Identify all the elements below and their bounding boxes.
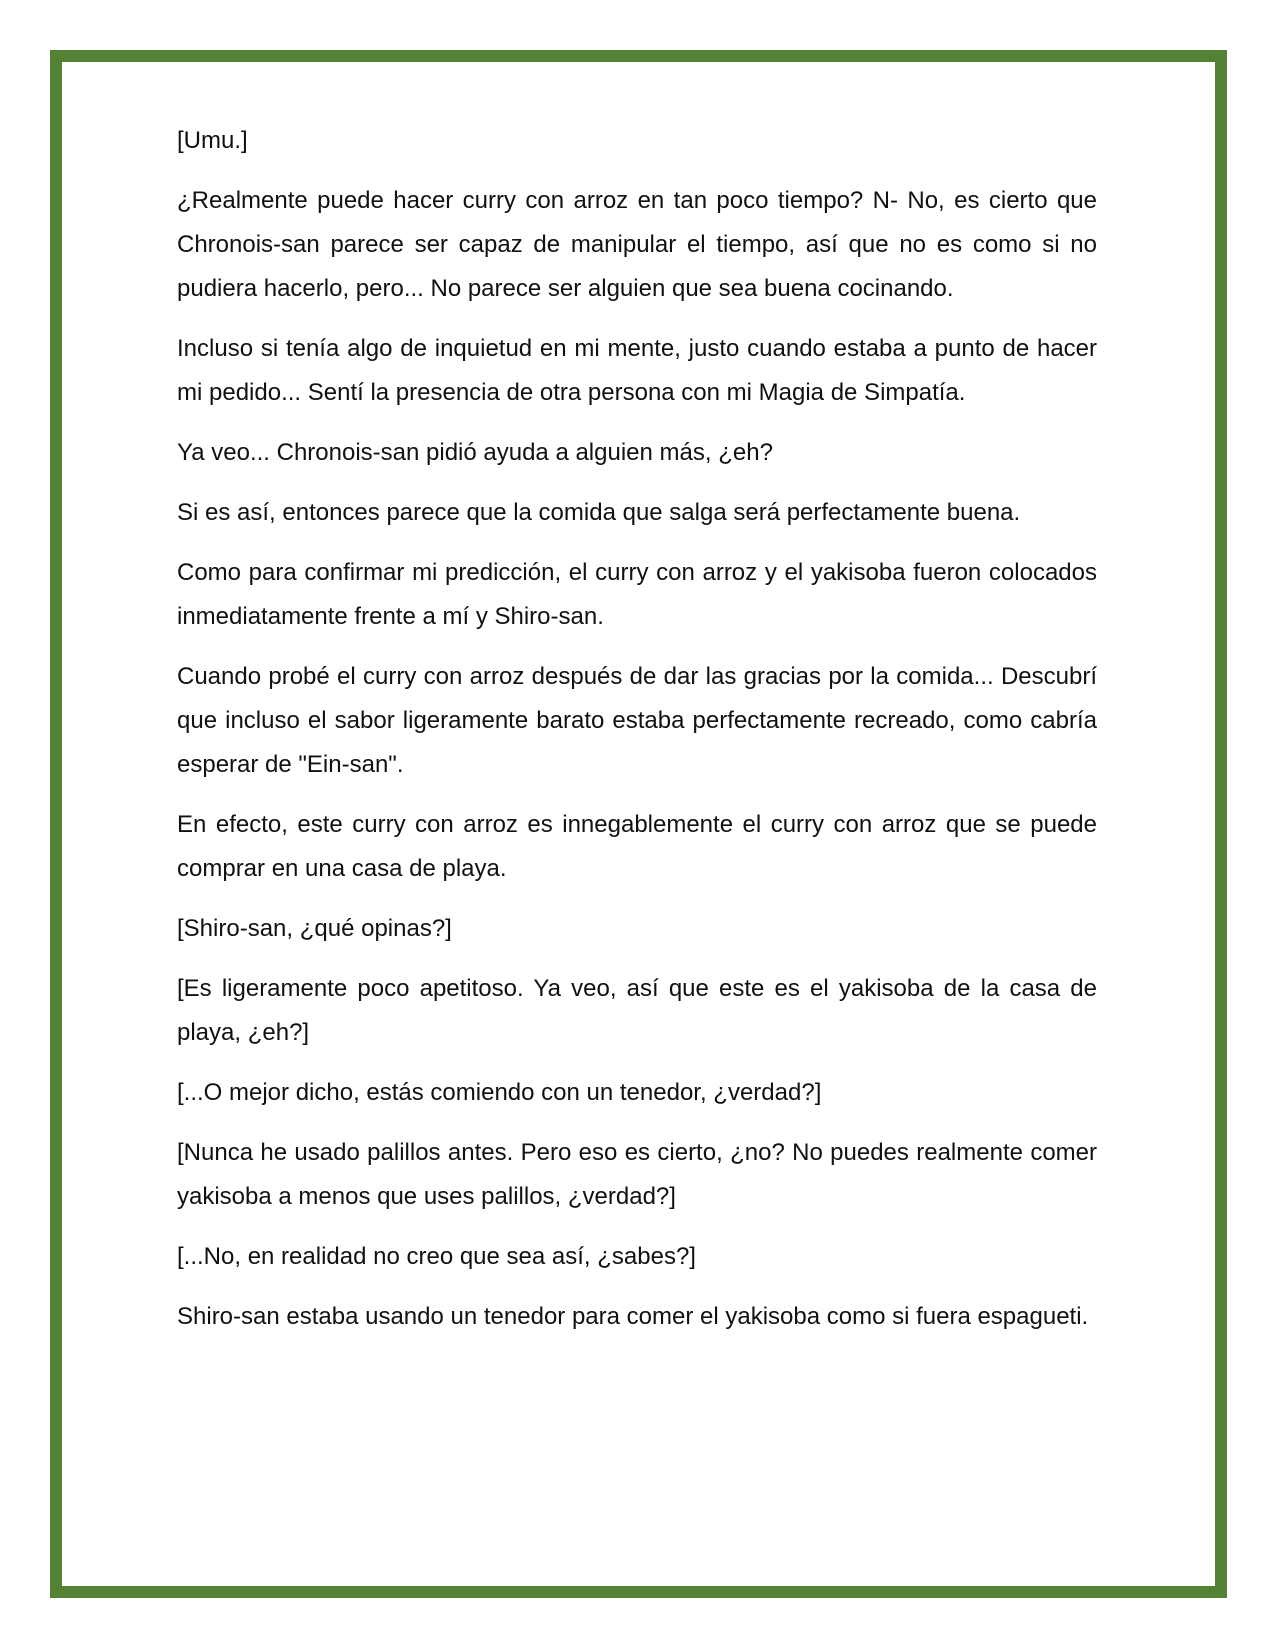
paragraph-11: [...O mejor dicho, estás comiendo con un tenedor, ¿verdad?] <box>177 1079 822 1106</box>
document-body <box>177 119 1097 1355</box>
paragraph-1: [Umu.] <box>177 127 248 154</box>
paragraph-9: [Shiro-san, ¿qué opinas?] <box>177 915 452 942</box>
paragraph-12: [Nunca he usado palillos antes. Pero eso es cierto, ¿no? No puedes realmente comer yakisoba a menos que uses palillos, ¿verdad?] <box>177 1139 1097 1210</box>
paragraph-3: Incluso si tenía algo de inquietud en mi mente, justo cuando estaba a punto de hacer mi pedido... Sentí la presencia de otra persona con mi Magia de Simpatía. <box>177 335 1097 406</box>
paragraph-7: Cuando probé el curry con arroz después de dar las gracias por la comida... Descubrí que incluso el sabor ligeramente barato estaba perfectamente recreado, como cabría esperar de "Ein-san". <box>177 663 1097 778</box>
paragraph-13: [...No, en realidad no creo que sea así, ¿sabes?] <box>177 1243 696 1270</box>
paragraph-10: [Es ligeramente poco apetitoso. Ya veo, así que este es el yakisoba de la casa de playa, ¿eh?] <box>177 975 1097 1046</box>
paragraph-14: Shiro-san estaba usando un tenedor para comer el yakisoba como si fuera espagueti. <box>177 1303 1089 1330</box>
paragraph-5: Si es así, entonces parece que la comida que salga será perfectamente buena. <box>177 499 1021 526</box>
paragraph-4: Ya veo... Chronois-san pidió ayuda a alguien más, ¿eh? <box>177 439 773 466</box>
paragraph-2: ¿Realmente puede hacer curry con arroz en tan poco tiempo? N- No, es cierto que Chronois-san parece ser capaz de manipular el tiempo, así que no es como si no pudiera hacerlo, pero... No parece ser alguien que sea buena cocinando. <box>177 187 1097 302</box>
paragraph-6: Como para confirmar mi predicción, el curry con arroz y el yakisoba fueron colocados inmediatamente frente a mí y Shiro-san. <box>177 559 1097 630</box>
paragraph-8: En efecto, este curry con arroz es innegablemente el curry con arroz que se puede comprar en una casa de playa. <box>177 811 1097 882</box>
